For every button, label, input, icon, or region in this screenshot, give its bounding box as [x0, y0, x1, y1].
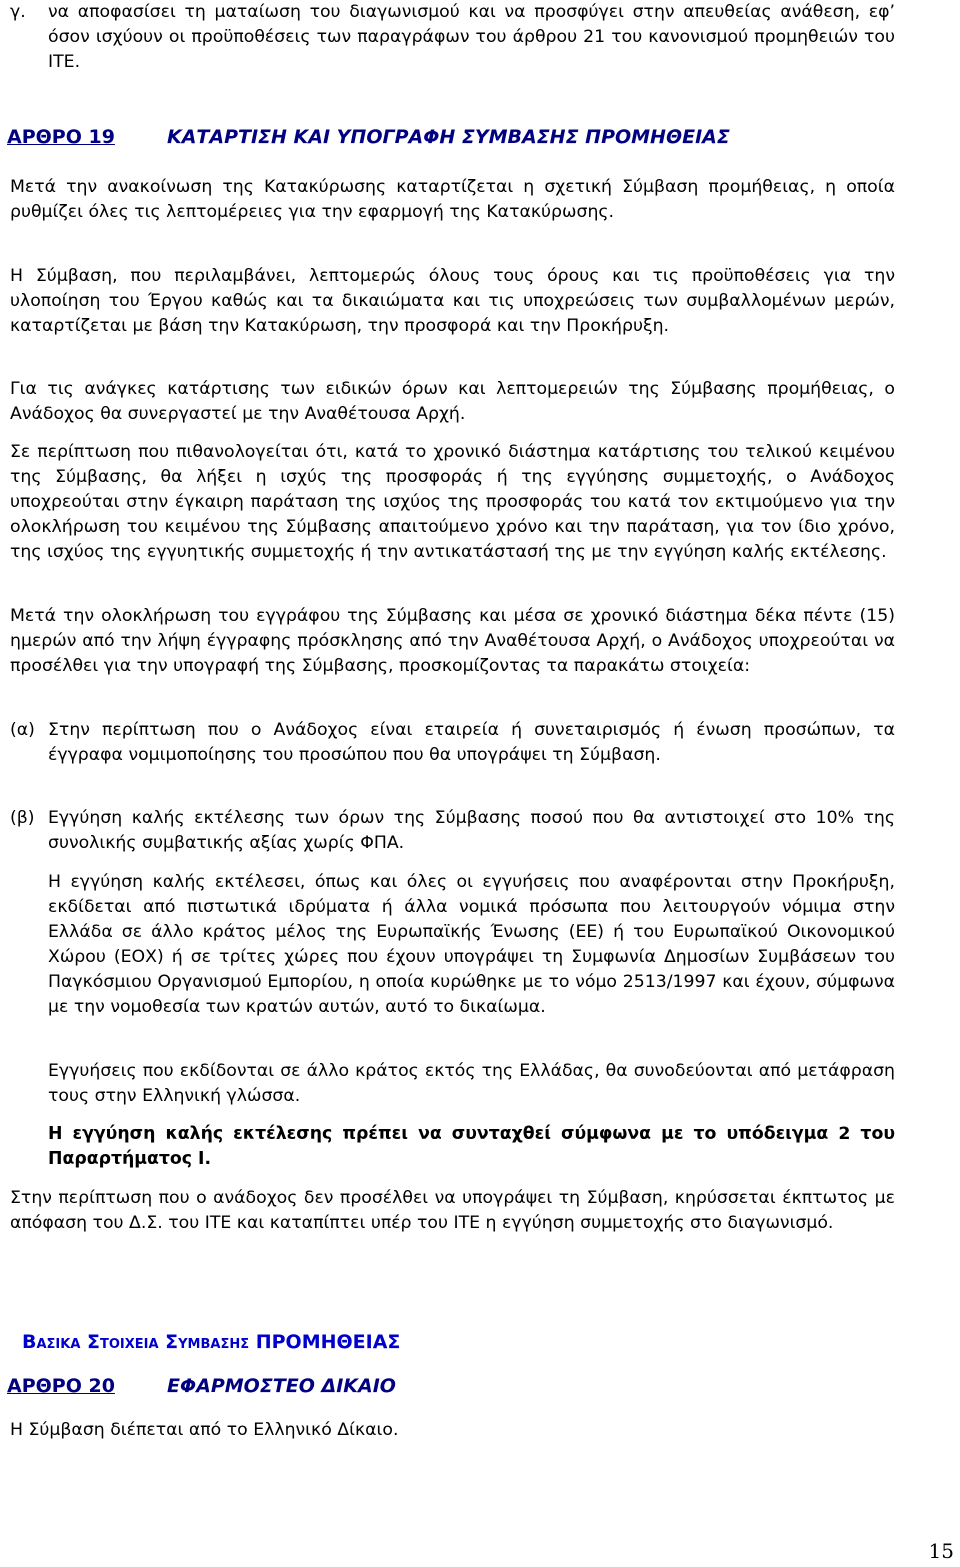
article-19-title: ΚΑΤΑΡΤΙΣΗ ΚΑΙ ΥΠΟΓΡΑΦΗ ΣΥΜΒΑΣΗΣ ΠΡΟΜΗΘΕΙΑΣ: [167, 126, 730, 148]
article-19-paragraph-2: Η Σύμβαση, που περιλαμβάνει, λεπτομερώς όλους τους όρους και τις προϋποθέσεις για την υλοποίηση του Έργου καθώς και τα δικαιώματα και τις υποχρεώσεις των συμβαλλομένων μερών, καταρτίζεται με βάση την Κατακύρωση, την προσφορά και την Προκήρυξη.: [10, 266, 895, 336]
article-19-paragraph-4: Σε περίπτωση που πιθανολογείται ότι, κατά το χρονικό διάστημα κατάρτισης του τελικού κειμένου της Σύμβασης, θα λήξει η ισχύς της προσφοράς ή της εγγύησης συμμετοχής, ο Ανάδοχος υποχρεούται στην έγκαιρη παράταση της ισχύος της προσφοράς του κατά τον εκτιμούμενο για την ολοκλήρωση του κειμένου της Σύμβασης απαιτούμενο χρόνο και την παράταση, για τον ίδιο χρόνο, της ισχύος της εγγυητικής συμμετοχής ή την αντικατάστασή της με την εγγύηση καλής εκτέλεσης.: [10, 442, 895, 562]
article-20-title: ΕΦΑΡΜΟΣΤΕΟ ΔΙΚΑΙΟ: [167, 1375, 396, 1397]
article-20-number: ΑΡΘΡΟ 20: [7, 1375, 115, 1397]
list-item-b-text: Εγγύηση καλής εκτέλεσης των όρων της Σύμβασης ποσού που θα αντιστοιχεί στο 10% της συνολικής συμβατικής αξίας χωρίς ΦΠΑ.: [48, 808, 895, 853]
guarantee-paragraph-1-text: Η εγγύηση καλής εκτέλεσει, όπως και όλες οι εγγυήσεις που αναφέρονται στην Προκήρυξη, εκδίδεται από πιστωτικά ιδρύματα ή άλλα νομικά πρόσωπα που λειτουργούν νόμιμα στην Ελλάδα σε άλλο κράτος μέλος της Ευρωπαϊκής Ένωσης (ΕΕ) ή του Ευρωπαϊκού Οικονομικού Χώρου (ΕΟΧ) ή σε τρίτες χώρες που έχουν υπογράψει τη Συμφωνία Δημοσίων Συμβάσεων του Παγκόσμιου Οργανισμού Εμπορίου, η οποία κυρώθηκε με το νόμο 2513/1997 και έχουν, σύμφωνα με την νομοθεσία των κρατών αυτών, αυτό το δικαίωμα.: [48, 872, 895, 1017]
article-19-number: ΑΡΘΡΟ 19: [7, 126, 115, 148]
page-number: 15: [928, 1539, 954, 1563]
continuation-label: γ.: [10, 2, 26, 22]
list-item-a-text: Στην περίπτωση που ο Ανάδοχος είναι εταιρεία ή συνεταιρισμός ή ένωση προσώπων, τα έγγραφα νομιμοποίησης του προσώπου που θα υπογράψει τη Σύμβαση.: [48, 720, 895, 765]
article-19-paragraph-5: Μετά την ολοκλήρωση του εγγράφου της Σύμβασης και μέσα σε χρονικό διάστημα δέκα πέντε (15) ημερών από την λήψη έγγραφης πρόσκλησης από την Αναθέτουσα Αρχή, ο Ανάδοχος υποχρεούται να προσέλθει για την υπογραφή της Σύμβασης, προσκομίζοντας τα παρακάτω στοιχεία:: [10, 606, 895, 676]
list-item-b-label: (β): [10, 808, 35, 828]
continuation-text: να αποφασίσει τη ματαίωση του διαγωνισμού και να προσφύγει στην απευθείας ανάθεση, εφ’ όσον ισχύουν οι προϋποθέσεις των παραγράφων του άρθρου 21 του κανονισμού προμηθειών του ΙΤΕ.: [48, 2, 895, 72]
article-20-paragraph: Η Σύμβαση διέπεται από το Ελληνικό Δίκαιο.: [10, 1420, 399, 1440]
guarantee-bold-text: Η εγγύηση καλής εκτέλεσης πρέπει να συνταχθεί σύμφωνα με το υπόδειγμα 2 του Παραρτήματος Ι.: [48, 1124, 895, 1169]
article-19-paragraph-1: Μετά την ανακοίνωση της Κατακύρωσης καταρτίζεται η σχετική Σύμβαση προμήθειας, η οποία ρυθμίζει όλες τις λεπτομέρειες για την εφαρμογή της Κατακύρωσης.: [10, 177, 895, 222]
section-title: Βασικα Στοιχεια Συμβασησ ΠΡΟΜΗΘΕΙΑΣ: [22, 1331, 401, 1353]
list-item-a-label: (α): [10, 720, 35, 740]
article-19-paragraph-3: Για τις ανάγκες κατάρτισης των ειδικών όρων και λεπτομερειών της Σύμβασης προμήθειας, ο Ανάδοχος θα συνεργαστεί με την Αναθέτουσα Αρχή.: [10, 379, 895, 424]
article-19-closing: Στην περίπτωση που ο ανάδοχος δεν προσέλθει να υπογράψει τη Σύμβαση, κηρύσσεται έκπτωτος με απόφαση του Δ.Σ. του ΙΤΕ και καταπίπτει υπέρ του ΙΤΕ η εγγύηση συμμετοχής στο διαγωνισμό.: [10, 1188, 895, 1233]
guarantee-paragraph-2-text: Εγγυήσεις που εκδίδονται σε άλλο κράτος εκτός της Ελλάδας, θα συνοδεύονται από μετάφραση τους στην Ελληνική γλώσσα.: [48, 1061, 895, 1106]
